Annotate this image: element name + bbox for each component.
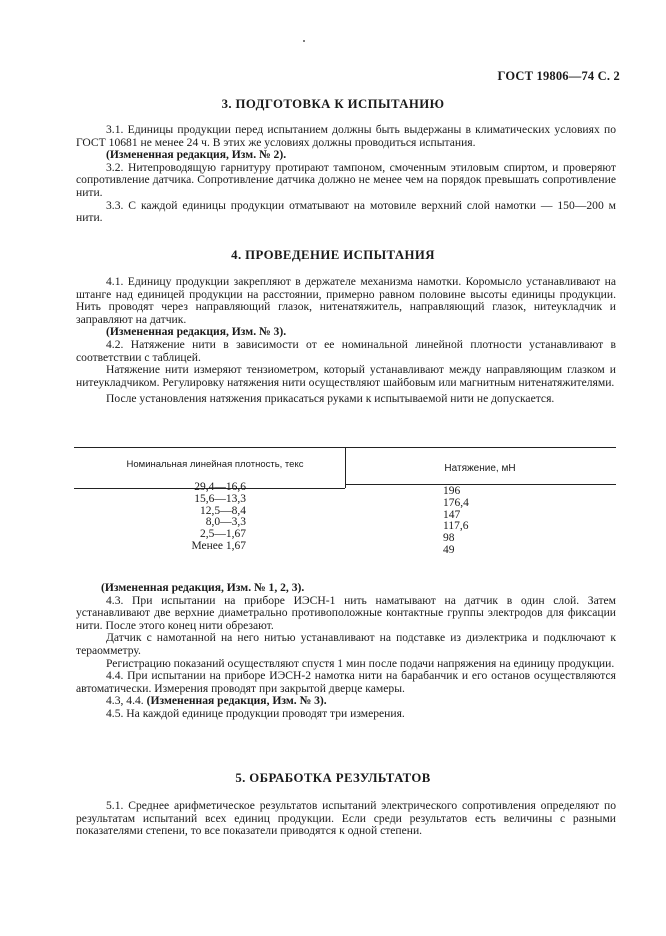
paragraph-4-4: 4.4. При испытании на приборе ИЭСН-2 намотка нити на барабанчик и его останов осуществляются автоматически. Измерения проводят при закрытой дверце камеры. [76, 669, 616, 695]
table-cell-tension: 117,6 [443, 520, 469, 533]
table-cell-tension: 176,4 [443, 496, 469, 509]
paragraph-5-1: 5.1. Среднее арифметическое результатов испытаний электрического сопротивления определяют по результатам испытаний всех единиц продукции. Если среди результатов есть величины с разными показателями степени, то все показатели приводятся к одной степени. [76, 799, 616, 838]
paragraph-3-1: 3.1. Единицы продукции перед испытанием должны быть выдержаны в климатических условиях по ГОСТ 10681 не менее 24 ч. В этих же условиях должны проводиться испытания. [76, 123, 616, 149]
section-3-title: 3. ПОДГОТОВКА К ИСПЫТАНИЮ [221, 97, 445, 111]
amendment-note: (Измененная редакция, Изм. № 1, 2, 3). [101, 581, 305, 594]
section-4-body-bottom [76, 582, 616, 721]
amendment-note: (Измененная редакция, Изм. № 3). [146, 694, 327, 708]
table-cell-density: 2,5—1,67 [200, 528, 246, 541]
section-4-title: 4. ПРОВЕДЕНИЕ ИСПЫТАНИЯ [231, 248, 435, 262]
section-3-body [76, 124, 616, 225]
paragraph-no-touch: После установления натяжения прикасаться руками к испытываемой нити не допускается. [106, 392, 555, 406]
table-column-tension [443, 486, 503, 557]
table-cell-density: Менее 1,67 [191, 539, 246, 552]
paragraph-4-1: 4.1. Единицу продукции закрепляют в держателе механизма намотки. Коромысло устанавливают на штанге над единицей продукции на расстоянии, примерно равном половине высоты единицы продукции. Нить проводят через направляющий глазок, нитенатяжитель, направляющий глазок, нитеукладчик и заправляют на датчик. [76, 275, 616, 326]
table-header-density: Номинальная линейная плотность, текс [126, 459, 304, 470]
paragraph-tension-measure: Натяжение нити измеряют тензиометром, который устанавливают между направляющим глазком и нитеукладчиком. Регулировку натяжения нити осуществляют шайбовым или магнитным нитенатяжителями. [76, 363, 616, 389]
paragraph-3-2: 3.2. Нитепроводящую гарнитуру протирают тампоном, смоченным этиловым спиртом, и проверяют сопротивление датчика. Сопротивление датчика должно не менее чем на порядок превышать сопротивление нити. [76, 160, 616, 199]
page-header: ГОСТ 19806—74 С. 2 [497, 69, 620, 83]
table-cell-tension: 196 [443, 485, 461, 497]
section-5-title: 5. ОБРАБОТКА РЕЗУЛЬТАТОВ [235, 771, 431, 785]
scan-speck [303, 40, 305, 42]
amendment-note: (Измененная редакция, Изм. № 2). [106, 148, 287, 162]
paragraph-sensor: Датчик с намотанной на него нитью устанавливают на подставке из диэлектрика и подключают к тераомметру. [76, 631, 616, 657]
section-4-body-top [76, 276, 616, 406]
paragraph-registration: Регистрацию показаний осуществляют спустя 1 мин после подачи напряжения на единицу продукции. [106, 656, 615, 670]
section-5-body [76, 800, 616, 838]
table-cell-density: 29,4—16,6 [194, 481, 246, 493]
paragraph-4-5: 4.5. На каждой единице продукции проводят три измерения. [106, 706, 405, 720]
table-cell-density: 12,5—8,4 [200, 504, 246, 517]
table-cell-tension: 147 [443, 508, 461, 521]
table-header-tension: Натяжение, мН [444, 463, 516, 474]
amendment-prefix: 4.3, 4.4. [106, 694, 144, 708]
paragraph-4-3: 4.3. При испытании на приборе ИЭСН-1 нить наматывают на датчик в один слой. Затем устанавливают две верхние диаметрально противоположные контактные группы электродов для фиксации нити. После этого конец нити обрезают. [76, 593, 616, 632]
table-cell-tension: 49 [443, 543, 455, 556]
table-cell-density: 15,6—13,3 [194, 492, 246, 505]
table-column-density [150, 482, 246, 553]
paragraph-4-2: 4.2. Натяжение нити в зависимости от ее номинальной линейной плотности устанавливают в соответствии с таблицей. [76, 337, 616, 364]
table-cell-density: 8,0—3,3 [205, 516, 246, 529]
paragraph-3-3: 3.3. С каждой единицы продукции отматывают на мотовиле верхний слой намотки — 150—200 м нити. [76, 198, 616, 225]
amendment-note: (Измененная редакция, Изм. № 3). [106, 325, 287, 339]
table-column-divider [345, 448, 346, 488]
table-cell-tension: 98 [443, 532, 455, 545]
table-header-rule-right [345, 484, 616, 485]
